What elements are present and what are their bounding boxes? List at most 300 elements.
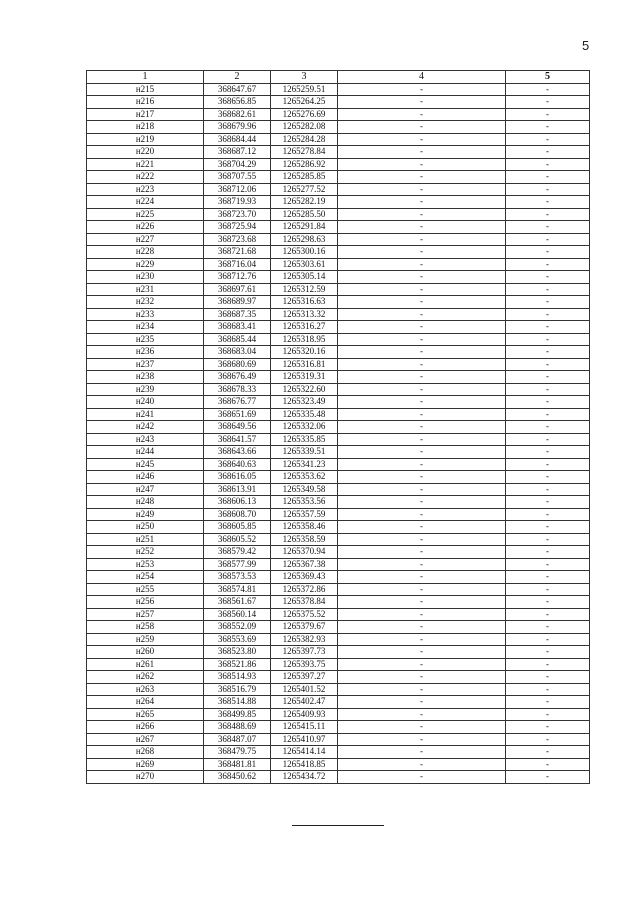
table-cell-col-4: -: [338, 233, 506, 246]
table-cell-col-4: -: [338, 671, 506, 684]
table-cell-col-1: н229: [87, 258, 204, 271]
table-row: [87, 471, 590, 484]
closing-line: [292, 825, 384, 826]
table-cell-col-1: н263: [87, 683, 204, 696]
table-body: [87, 83, 590, 783]
table-cell-col-4: -: [338, 658, 506, 671]
table-cell-col-4: -: [338, 183, 506, 196]
table-cell-col-1: н265: [87, 708, 204, 721]
table-cell-col-4: -: [338, 596, 506, 609]
table-cell-col-1: н222: [87, 171, 204, 184]
table-cell-col-4: -: [338, 433, 506, 446]
table-cell-col-3: 1265393.75: [271, 658, 338, 671]
table-row: [87, 708, 590, 721]
table-cell-col-3: 1265323.49: [271, 396, 338, 409]
table-cell-col-3: 1265418.85: [271, 758, 338, 771]
table-cell-col-2: 368579.42: [204, 546, 271, 559]
table-cell-col-2: 368723.68: [204, 233, 271, 246]
table-row: [87, 258, 590, 271]
table-cell-col-5: -: [506, 321, 590, 334]
table-cell-col-5: -: [506, 371, 590, 384]
table-cell-col-2: 368676.77: [204, 396, 271, 409]
table-row: [87, 758, 590, 771]
table-cell-col-1: н215: [87, 83, 204, 96]
table-cell-col-5: -: [506, 171, 590, 184]
table-cell-col-4: -: [338, 96, 506, 109]
table-row: [87, 646, 590, 659]
column-header-3: 3: [271, 71, 338, 84]
table-cell-col-5: -: [506, 246, 590, 259]
table-cell-col-3: 1265316.81: [271, 358, 338, 371]
table-row: [87, 396, 590, 409]
table-cell-col-3: 1265382.93: [271, 633, 338, 646]
table-cell-col-5: -: [506, 96, 590, 109]
table-row: [87, 658, 590, 671]
table-cell-col-4: -: [338, 496, 506, 509]
table-cell-col-2: 368450.62: [204, 771, 271, 784]
table-row: [87, 571, 590, 584]
table-cell-col-3: 1265410.97: [271, 733, 338, 746]
table-cell-col-5: -: [506, 621, 590, 634]
table-cell-col-5: -: [506, 396, 590, 409]
table-cell-col-3: 1265353.56: [271, 496, 338, 509]
table-cell-col-3: 1265285.85: [271, 171, 338, 184]
table-cell-col-2: 368516.79: [204, 683, 271, 696]
table-cell-col-2: 368574.81: [204, 583, 271, 596]
table-cell-col-4: -: [338, 508, 506, 521]
table-cell-col-4: -: [338, 296, 506, 309]
table-cell-col-1: н257: [87, 608, 204, 621]
table-cell-col-2: 368605.52: [204, 533, 271, 546]
table-cell-col-2: 368553.69: [204, 633, 271, 646]
table-row: [87, 483, 590, 496]
table-cell-col-2: 368613.91: [204, 483, 271, 496]
table-cell-col-2: 368707.55: [204, 171, 271, 184]
table-cell-col-5: -: [506, 333, 590, 346]
table-cell-col-5: -: [506, 308, 590, 321]
table-cell-col-4: -: [338, 746, 506, 759]
table-cell-col-4: -: [338, 221, 506, 234]
table-cell-col-3: 1265415.11: [271, 721, 338, 734]
table-cell-col-3: 1265409.93: [271, 708, 338, 721]
table-cell-col-5: -: [506, 446, 590, 459]
table-cell-col-3: 1265316.63: [271, 296, 338, 309]
table-cell-col-2: 368712.06: [204, 183, 271, 196]
table-cell-col-1: н266: [87, 721, 204, 734]
table-cell-col-3: 1265372.86: [271, 583, 338, 596]
table-cell-col-3: 1265370.94: [271, 546, 338, 559]
table-row: [87, 408, 590, 421]
table-cell-col-1: н225: [87, 208, 204, 221]
table-cell-col-2: 368487.07: [204, 733, 271, 746]
table-cell-col-2: 368683.41: [204, 321, 271, 334]
table-cell-col-3: 1265332.06: [271, 421, 338, 434]
table-cell-col-3: 1265379.67: [271, 621, 338, 634]
table-cell-col-3: 1265278.84: [271, 146, 338, 159]
table-cell-col-4: -: [338, 683, 506, 696]
table-cell-col-5: -: [506, 571, 590, 584]
table-row: [87, 208, 590, 221]
table-cell-col-5: -: [506, 421, 590, 434]
table-cell-col-4: -: [338, 246, 506, 259]
table-cell-col-2: 368651.69: [204, 408, 271, 421]
table-cell-col-4: -: [338, 458, 506, 471]
table-cell-col-5: -: [506, 521, 590, 534]
table-row: [87, 608, 590, 621]
table-cell-col-4: -: [338, 258, 506, 271]
table-cell-col-2: 368704.29: [204, 158, 271, 171]
table-cell-col-1: н253: [87, 558, 204, 571]
table-row: [87, 433, 590, 446]
table-cell-col-5: -: [506, 758, 590, 771]
table-cell-col-4: -: [338, 421, 506, 434]
table-cell-col-5: -: [506, 108, 590, 121]
table-cell-col-5: -: [506, 708, 590, 721]
table-cell-col-2: 368725.94: [204, 221, 271, 234]
table-cell-col-5: -: [506, 646, 590, 659]
table-row: [87, 546, 590, 559]
table-cell-col-4: -: [338, 333, 506, 346]
table-cell-col-1: н228: [87, 246, 204, 259]
column-header-4: 4: [338, 71, 506, 84]
table-cell-col-3: 1265358.59: [271, 533, 338, 546]
table-cell-col-2: 368640.63: [204, 458, 271, 471]
table-cell-col-1: н244: [87, 446, 204, 459]
table-cell-col-5: -: [506, 258, 590, 271]
table-cell-col-2: 368721.68: [204, 246, 271, 259]
table-row: [87, 558, 590, 571]
table-cell-col-5: -: [506, 83, 590, 96]
table-cell-col-4: -: [338, 733, 506, 746]
table-row: [87, 346, 590, 359]
table-cell-col-1: н246: [87, 471, 204, 484]
table-cell-col-1: н249: [87, 508, 204, 521]
table-cell-col-3: 1265357.59: [271, 508, 338, 521]
table-cell-col-5: -: [506, 271, 590, 284]
table-cell-col-5: -: [506, 358, 590, 371]
table-cell-col-2: 368560.14: [204, 608, 271, 621]
table-row: [87, 458, 590, 471]
table-row: [87, 521, 590, 534]
table-cell-col-2: 368685.44: [204, 333, 271, 346]
table-cell-col-5: -: [506, 771, 590, 784]
table-cell-col-1: н226: [87, 221, 204, 234]
table-cell-col-2: 368514.88: [204, 696, 271, 709]
table-row: [87, 383, 590, 396]
table-cell-col-1: н230: [87, 271, 204, 284]
table-cell-col-1: н234: [87, 321, 204, 334]
table-cell-col-5: -: [506, 458, 590, 471]
table-cell-col-4: -: [338, 558, 506, 571]
table-row: [87, 671, 590, 684]
table-row: [87, 508, 590, 521]
table-row: [87, 333, 590, 346]
table-cell-col-1: н221: [87, 158, 204, 171]
table-cell-col-3: 1265335.48: [271, 408, 338, 421]
table-cell-col-1: н243: [87, 433, 204, 446]
table-cell-col-3: 1265353.62: [271, 471, 338, 484]
table-cell-col-5: -: [506, 196, 590, 209]
table-row: [87, 358, 590, 371]
table-cell-col-3: 1265358.46: [271, 521, 338, 534]
table-cell-col-3: 1265284.28: [271, 133, 338, 146]
table-cell-col-2: 368682.61: [204, 108, 271, 121]
table-cell-col-4: -: [338, 621, 506, 634]
table-cell-col-2: 368723.70: [204, 208, 271, 221]
table-cell-col-4: -: [338, 483, 506, 496]
table-cell-col-4: -: [338, 758, 506, 771]
table-cell-col-4: -: [338, 521, 506, 534]
table-cell-col-2: 368676.49: [204, 371, 271, 384]
table-cell-col-4: -: [338, 471, 506, 484]
table-cell-col-2: 368616.05: [204, 471, 271, 484]
table-cell-col-4: -: [338, 633, 506, 646]
table-cell-col-3: 1265286.92: [271, 158, 338, 171]
table-cell-col-3: 1265367.38: [271, 558, 338, 571]
table-cell-col-2: 368577.99: [204, 558, 271, 571]
table-cell-col-4: -: [338, 308, 506, 321]
table-cell-col-2: 368649.56: [204, 421, 271, 434]
table-row: [87, 496, 590, 509]
table-cell-col-4: -: [338, 208, 506, 221]
table-row: [87, 183, 590, 196]
table-row: [87, 171, 590, 184]
table-cell-col-1: н261: [87, 658, 204, 671]
table-cell-col-3: 1265291.84: [271, 221, 338, 234]
table-row: [87, 296, 590, 309]
table-cell-col-4: -: [338, 83, 506, 96]
table-cell-col-2: 368689.97: [204, 296, 271, 309]
table-row: [87, 283, 590, 296]
table-cell-col-4: -: [338, 121, 506, 134]
table-cell-col-5: -: [506, 683, 590, 696]
table-cell-col-1: н237: [87, 358, 204, 371]
table-cell-col-5: -: [506, 483, 590, 496]
table-cell-col-4: -: [338, 396, 506, 409]
table-row: [87, 696, 590, 709]
table-cell-col-1: н232: [87, 296, 204, 309]
table-cell-col-5: -: [506, 471, 590, 484]
table-cell-col-2: 368561.67: [204, 596, 271, 609]
table-row: [87, 108, 590, 121]
table-cell-col-1: н255: [87, 583, 204, 596]
table-cell-col-2: 368641.57: [204, 433, 271, 446]
table-row: [87, 621, 590, 634]
table-cell-col-1: н254: [87, 571, 204, 584]
table-row: [87, 221, 590, 234]
table-cell-col-1: н240: [87, 396, 204, 409]
table-cell-col-2: 368643.66: [204, 446, 271, 459]
table-cell-col-4: -: [338, 408, 506, 421]
table-cell-col-1: н216: [87, 96, 204, 109]
table-cell-col-3: 1265401.52: [271, 683, 338, 696]
table-cell-col-3: 1265322.60: [271, 383, 338, 396]
table-cell-col-4: -: [338, 571, 506, 584]
table-cell-col-2: 368683.04: [204, 346, 271, 359]
table-cell-col-2: 368523.80: [204, 646, 271, 659]
table-cell-col-3: 1265434.72: [271, 771, 338, 784]
table-row: [87, 633, 590, 646]
table-cell-col-3: 1265335.85: [271, 433, 338, 446]
table-cell-col-5: -: [506, 496, 590, 509]
coordinates-table: [86, 70, 590, 784]
table-cell-col-5: -: [506, 433, 590, 446]
table-row: [87, 721, 590, 734]
table-row: [87, 771, 590, 784]
table-row: [87, 446, 590, 459]
table-cell-col-5: -: [506, 721, 590, 734]
table-cell-col-3: 1265339.51: [271, 446, 338, 459]
table-cell-col-4: -: [338, 146, 506, 159]
table-cell-col-3: 1265375.52: [271, 608, 338, 621]
table-cell-col-1: н218: [87, 121, 204, 134]
table-cell-col-1: н227: [87, 233, 204, 246]
table-cell-col-3: 1265277.52: [271, 183, 338, 196]
table-cell-col-1: н247: [87, 483, 204, 496]
table-cell-col-2: 368687.12: [204, 146, 271, 159]
table-cell-col-3: 1265349.58: [271, 483, 338, 496]
table-cell-col-2: 368479.75: [204, 746, 271, 759]
table-cell-col-1: н260: [87, 646, 204, 659]
table-row: [87, 196, 590, 209]
table-row: [87, 121, 590, 134]
table-cell-col-1: н224: [87, 196, 204, 209]
table-cell-col-1: н258: [87, 621, 204, 634]
table-cell-col-1: н217: [87, 108, 204, 121]
table-cell-col-1: н248: [87, 496, 204, 509]
column-header-5: 5: [506, 71, 590, 84]
table-cell-col-3: 1265303.61: [271, 258, 338, 271]
table-row: [87, 321, 590, 334]
table-cell-col-3: 1265341.23: [271, 458, 338, 471]
table-row: [87, 583, 590, 596]
table-cell-col-2: 368606.13: [204, 496, 271, 509]
table-row: [87, 371, 590, 384]
table-cell-col-3: 1265397.73: [271, 646, 338, 659]
table-cell-col-5: -: [506, 658, 590, 671]
table-cell-col-1: н219: [87, 133, 204, 146]
table-cell-col-1: н220: [87, 146, 204, 159]
table-cell-col-2: 368697.61: [204, 283, 271, 296]
table-row: [87, 308, 590, 321]
table-cell-col-1: н231: [87, 283, 204, 296]
table-cell-col-5: -: [506, 671, 590, 684]
table-cell-col-5: -: [506, 208, 590, 221]
table-cell-col-3: 1265378.84: [271, 596, 338, 609]
table-cell-col-1: н238: [87, 371, 204, 384]
table-cell-col-4: -: [338, 171, 506, 184]
table-cell-col-4: -: [338, 696, 506, 709]
table-cell-col-2: 368605.85: [204, 521, 271, 534]
table-cell-col-5: -: [506, 121, 590, 134]
table-cell-col-1: н256: [87, 596, 204, 609]
table-cell-col-5: -: [506, 558, 590, 571]
table-cell-col-2: 368608.70: [204, 508, 271, 521]
table-cell-col-4: -: [338, 721, 506, 734]
table-cell-col-5: -: [506, 596, 590, 609]
table-cell-col-4: -: [338, 133, 506, 146]
table-cell-col-4: -: [338, 108, 506, 121]
table-cell-col-3: 1265414.14: [271, 746, 338, 759]
table-cell-col-3: 1265282.19: [271, 196, 338, 209]
table-cell-col-2: 368521.86: [204, 658, 271, 671]
table-cell-col-2: 368678.33: [204, 383, 271, 396]
table-cell-col-4: -: [338, 283, 506, 296]
table-cell-col-3: 1265402.47: [271, 696, 338, 709]
table-cell-col-1: н250: [87, 521, 204, 534]
table-cell-col-3: 1265312.59: [271, 283, 338, 296]
table-cell-col-4: -: [338, 771, 506, 784]
table-cell-col-3: 1265300.16: [271, 246, 338, 259]
table-cell-col-5: -: [506, 508, 590, 521]
table-cell-col-3: 1265298.63: [271, 233, 338, 246]
table-cell-col-4: -: [338, 371, 506, 384]
table-cell-col-1: н262: [87, 671, 204, 684]
table-cell-col-5: -: [506, 696, 590, 709]
table-cell-col-1: н242: [87, 421, 204, 434]
table-cell-col-1: н264: [87, 696, 204, 709]
table-cell-col-2: 368656.85: [204, 96, 271, 109]
table-cell-col-4: -: [338, 446, 506, 459]
table-cell-col-5: -: [506, 221, 590, 234]
table-cell-col-3: 1265319.31: [271, 371, 338, 384]
table-cell-col-3: 1265259.51: [271, 83, 338, 96]
table-cell-col-5: -: [506, 408, 590, 421]
table-row: [87, 246, 590, 259]
table-cell-col-2: 368488.69: [204, 721, 271, 734]
page-number: 5: [582, 38, 590, 53]
table-cell-col-1: н268: [87, 746, 204, 759]
table-cell-col-2: 368481.81: [204, 758, 271, 771]
table-cell-col-3: 1265318.95: [271, 333, 338, 346]
table-cell-col-1: н269: [87, 758, 204, 771]
table-cell-col-5: -: [506, 346, 590, 359]
table-cell-col-5: -: [506, 158, 590, 171]
table-row: [87, 158, 590, 171]
column-header-2: 2: [204, 71, 271, 84]
table-cell-col-3: 1265276.69: [271, 108, 338, 121]
table-row: [87, 146, 590, 159]
table-cell-col-1: н267: [87, 733, 204, 746]
table-row: [87, 533, 590, 546]
table-row: [87, 133, 590, 146]
table-cell-col-2: 368684.44: [204, 133, 271, 146]
table-cell-col-5: -: [506, 546, 590, 559]
table-cell-col-1: н259: [87, 633, 204, 646]
column-header-1: 1: [87, 71, 204, 84]
table-cell-col-3: 1265316.27: [271, 321, 338, 334]
table-cell-col-2: 368552.09: [204, 621, 271, 634]
table-row: [87, 96, 590, 109]
table-cell-col-5: -: [506, 283, 590, 296]
table-cell-col-4: -: [338, 646, 506, 659]
table-cell-col-4: -: [338, 158, 506, 171]
table-cell-col-2: 368499.85: [204, 708, 271, 721]
table-row: [87, 421, 590, 434]
table-cell-col-3: 1265285.50: [271, 208, 338, 221]
table-cell-col-4: -: [338, 358, 506, 371]
table-cell-col-1: н241: [87, 408, 204, 421]
table-cell-col-4: -: [338, 321, 506, 334]
table-row: [87, 596, 590, 609]
table-cell-col-4: -: [338, 271, 506, 284]
table-cell-col-2: 368719.93: [204, 196, 271, 209]
table-cell-col-4: -: [338, 546, 506, 559]
table-row: [87, 733, 590, 746]
table-cell-col-4: -: [338, 383, 506, 396]
table-cell-col-5: -: [506, 383, 590, 396]
table-cell-col-5: -: [506, 233, 590, 246]
